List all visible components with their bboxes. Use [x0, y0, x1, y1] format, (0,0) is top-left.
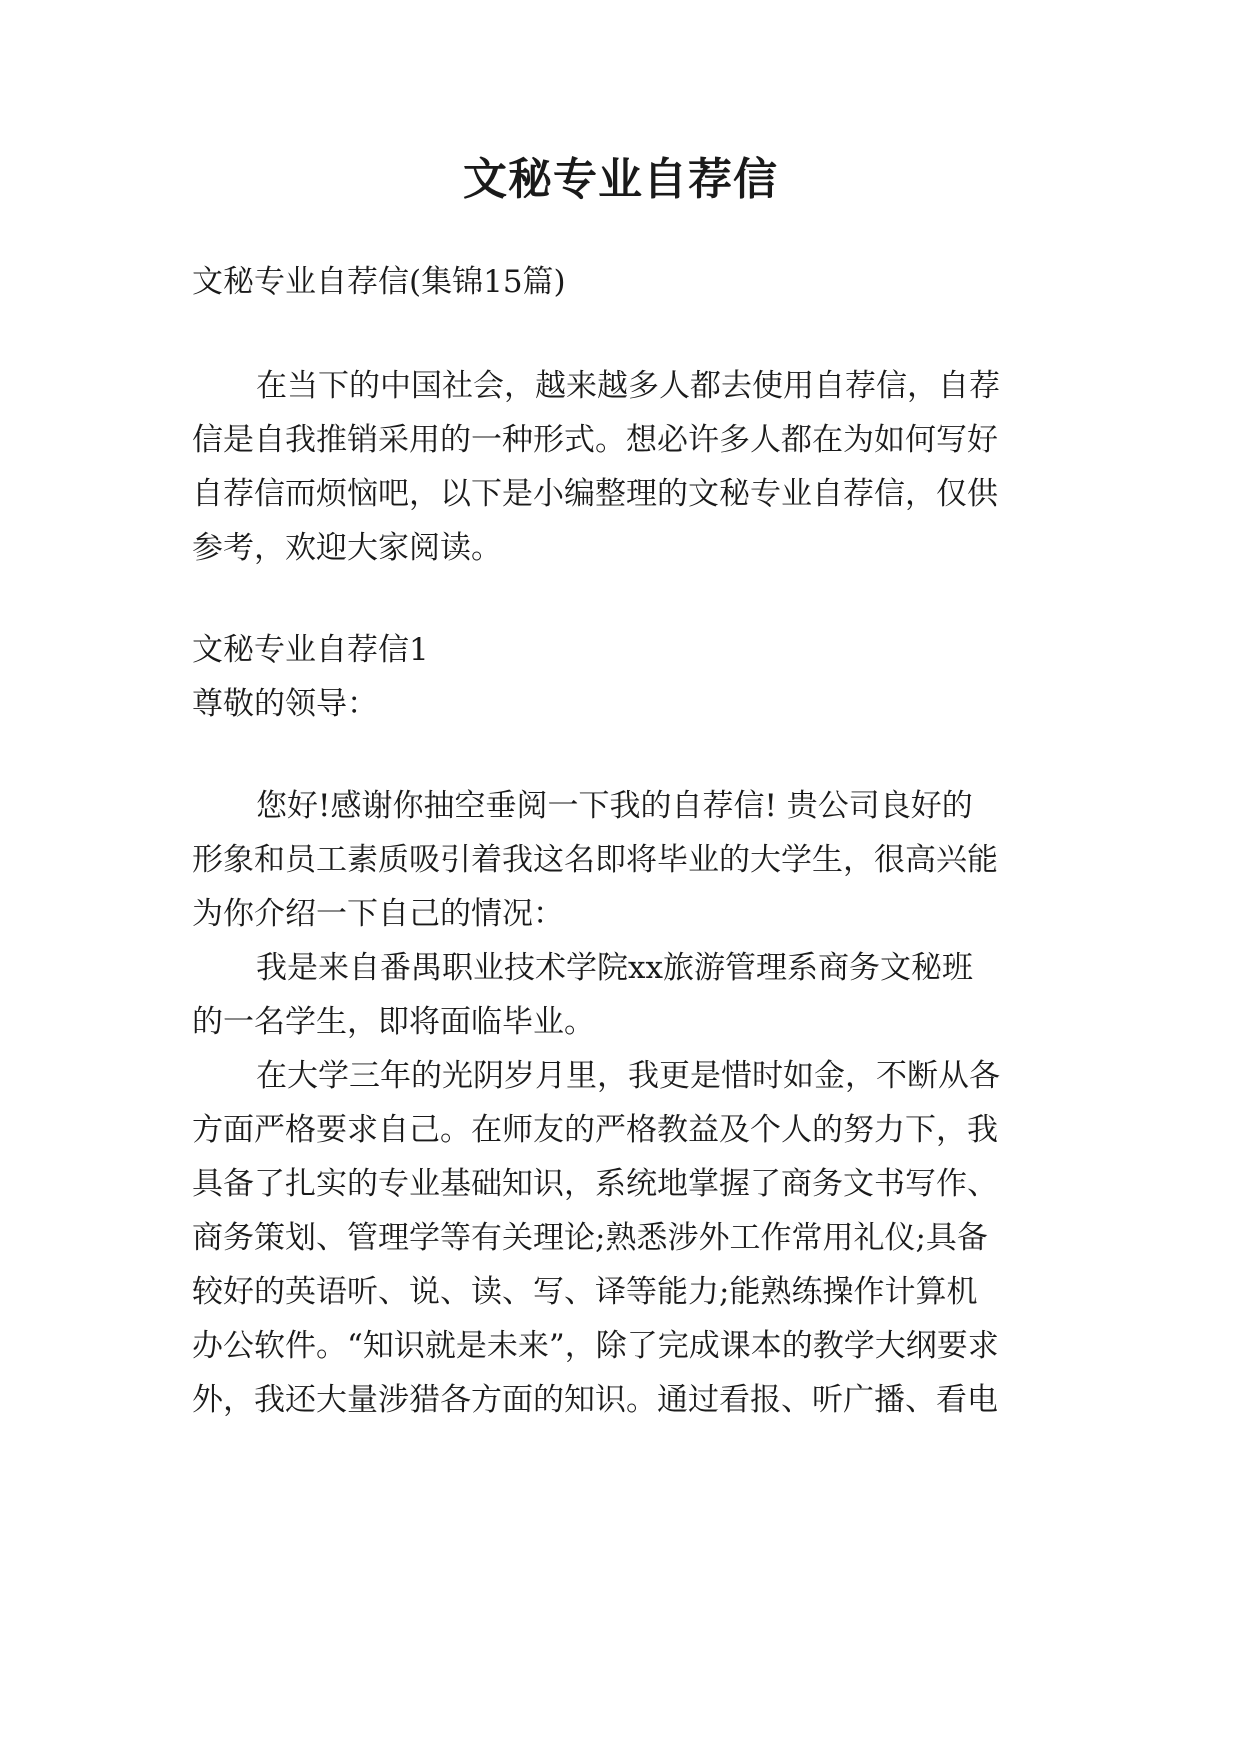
letter-heading: 文秘专业自荐信1 [192, 632, 429, 668]
paragraph-line: 形象和员工素质吸引着我这名即将毕业的大学生，很高兴能 [192, 842, 998, 878]
salutation: 尊敬的领导： [192, 686, 378, 722]
document-subtitle: 文秘专业自荐信(集锦15篇) [192, 264, 566, 300]
paragraph-line: 商务策划、管理学等有关理论;熟悉涉外工作常用礼仪;具备 [192, 1220, 988, 1256]
paragraph-line: 您好!感谢你抽空垂阅一下我的自荐信! 贵公司良好的 [256, 788, 973, 824]
paragraph-line: 方面严格要求自己。在师友的严格教益及个人的努力下，我 [192, 1112, 998, 1148]
paragraph-line: 办公软件。“知识就是未来”，除了完成课本的教学大纲要求 [192, 1328, 999, 1364]
intro-line: 在当下的中国社会，越来越多人都去使用自荐信，自荐 [256, 368, 1000, 404]
paragraph-line: 的一名学生，即将面临毕业。 [192, 1004, 595, 1040]
paragraph-line: 我是来自番禺职业技术学院xx旅游管理系商务文秘班 [256, 950, 973, 986]
paragraph-line: 为你介绍一下自己的情况： [192, 896, 564, 932]
intro-line: 自荐信而烦恼吧，以下是小编整理的文秘专业自荐信，仅供 [192, 476, 998, 512]
paragraph-line: 具备了扎实的专业基础知识，系统地掌握了商务文书写作、 [192, 1166, 998, 1202]
paragraph-line: 较好的英语听、说、读、写、译等能力;能熟练操作计算机 [192, 1274, 978, 1310]
paragraph-line: 在大学三年的光阴岁月里，我更是惜时如金，不断从各 [256, 1058, 1000, 1094]
intro-line: 参考，欢迎大家阅读。 [192, 530, 502, 566]
intro-line: 信是自我推销采用的一种形式。想必许多人都在为如何写好 [192, 422, 998, 458]
paragraph-line: 外，我还大量涉猎各方面的知识。通过看报、听广播、看电 [192, 1382, 998, 1418]
document-title: 文秘专业自荐信 [463, 154, 778, 205]
